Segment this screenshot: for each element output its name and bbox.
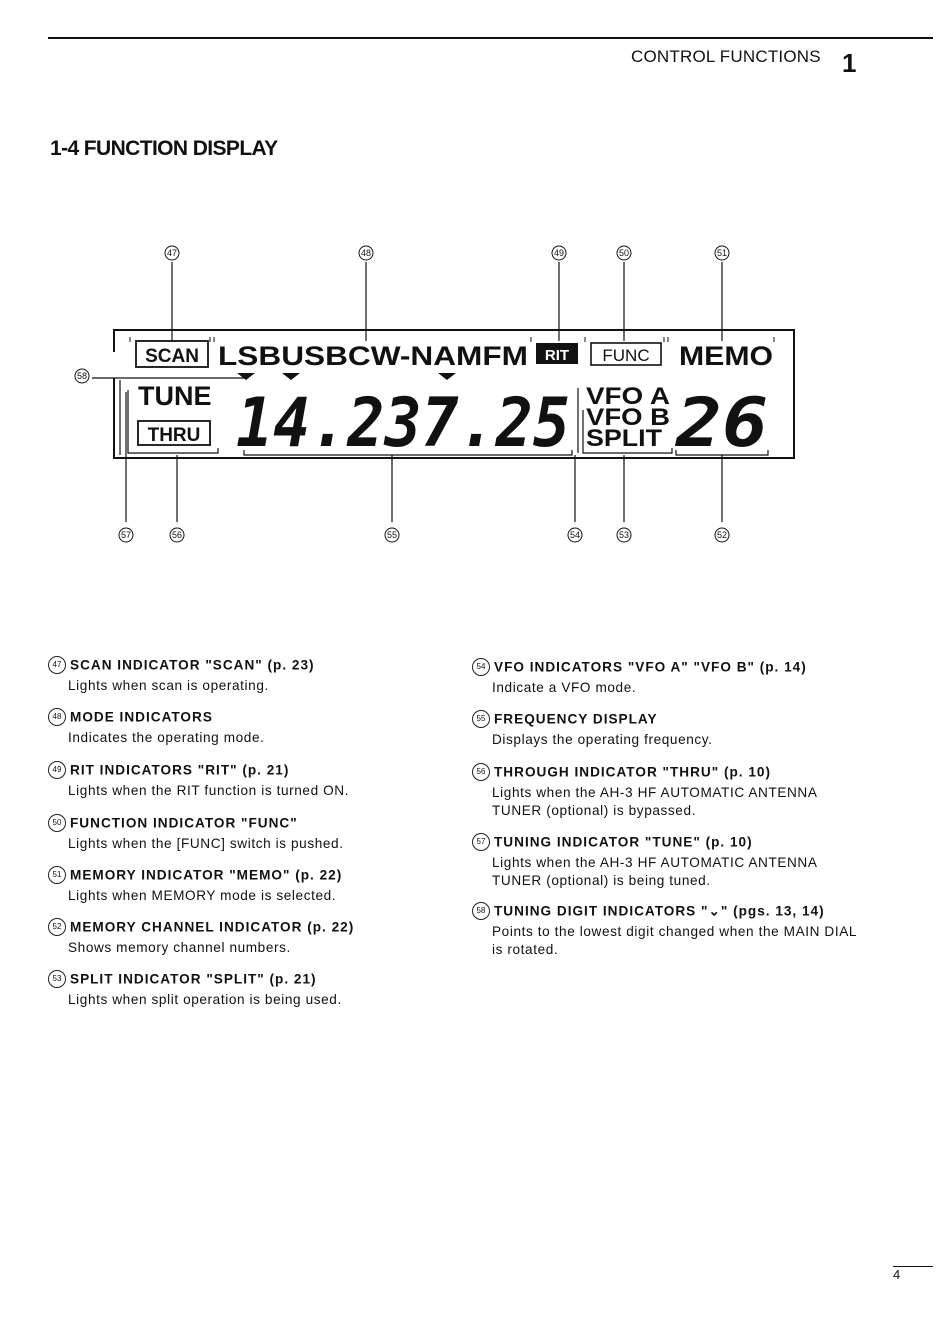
func-indicator: FUNC [602,346,650,365]
item-number: 53 [48,970,66,988]
item-description: Displays the operating frequency. [492,732,713,747]
item-number: 54 [472,658,490,676]
page-number: 4 [893,1267,901,1282]
mode-indicators: LSBUSBCW-NAMFM [218,341,528,371]
callout-48: 48 [360,248,372,258]
item-description: Indicates the operating mode. [68,730,265,745]
item-title: MEMORY CHANNEL INDICATOR (p. 22) [70,919,355,935]
item-title: MODE INDICATORS [70,709,213,725]
item-title: RIT INDICATORS "RIT" (p. 21) [70,762,290,778]
item-title: SPLIT INDICATOR "SPLIT" (p. 21) [70,971,317,987]
item-title: MEMORY INDICATOR "MEMO" (p. 22) [70,867,343,883]
item-53 [48,971,342,1009]
item-title: SCAN INDICATOR "SCAN" (p. 23) [70,657,315,673]
item-description: Shows memory channel numbers. [68,940,291,955]
callout-57: 57 [120,530,132,540]
item-number: 52 [48,918,66,936]
item-number: 49 [48,761,66,779]
callout-58: 58 [76,371,88,381]
item-47 [48,657,315,695]
item-title: TUNING INDICATOR "TUNE" (p. 10) [494,834,753,850]
split-indicator: SPLIT [586,425,663,452]
item-number: 51 [48,866,66,884]
item-title: TUNING DIGIT INDICATORS "⌄" (pgs. 13, 14) [494,903,825,919]
item-description: Lights when the AH-3 HF AUTOMATIC ANTENNA TUNER (optional) is being tuned. [492,855,817,888]
item-52 [48,919,354,957]
item-description: Indicate a VFO mode. [492,680,637,695]
callout-55: 55 [386,530,398,540]
callout-47: 47 [166,248,178,258]
callout-54: 54 [569,530,581,540]
callout-49: 49 [553,248,565,258]
callout-50: 50 [618,248,630,258]
item-57 [472,834,862,890]
item-number: 50 [48,814,66,832]
tune-indicator: TUNE [138,381,212,411]
chapter-number: 1 [842,48,857,78]
item-number: 55 [472,710,490,728]
item-48 [48,709,265,747]
section-title: 1-4 FUNCTION DISPLAY [50,137,278,160]
item-50 [48,815,344,853]
item-58 [472,903,862,959]
item-description: Lights when MEMORY mode is selected. [68,888,337,903]
memo-indicator: MEMO [679,341,773,371]
item-title: FREQUENCY DISPLAY [494,711,658,727]
item-number: 48 [48,708,66,726]
item-description: Lights when the RIT function is turned ON. [68,783,350,798]
callout-53: 53 [618,530,630,540]
item-number: 57 [472,833,490,851]
frequency-display: 14.237.25 [236,384,570,463]
item-number: 47 [48,656,66,674]
item-title: FUNCTION INDICATOR "FUNC" [70,815,298,831]
item-56 [472,764,862,820]
memory-channel-display: 26 [674,384,768,463]
item-title: VFO INDICATORS "VFO A" "VFO B" (p. 14) [494,659,807,675]
item-number: 56 [472,763,490,781]
item-55 [472,711,872,749]
item-54 [472,659,872,697]
item-description: Lights when the AH-3 HF AUTOMATIC ANTENNA TUNER (optional) is bypassed. [492,785,817,818]
item-description: Lights when split operation is being used. [68,992,342,1007]
rit-indicator: RIT [544,347,570,364]
callout-52: 52 [716,530,728,540]
item-title: THROUGH INDICATOR "THRU" (p. 10) [494,764,771,780]
item-description: Lights when the [FUNC] switch is pushed. [68,836,344,851]
section-header: CONTROL FUNCTIONS [631,47,821,66]
item-number: 58 [472,902,490,920]
item-description: Points to the lowest digit changed when the MAIN DIAL is rotated. [492,924,857,957]
callout-51: 51 [716,248,728,258]
item-51 [48,867,342,905]
callout-56: 56 [171,530,183,540]
vfo-a-indicator: VFO A [586,383,670,410]
vfo-b-indicator: VFO B [586,404,670,431]
item-49 [48,762,349,800]
item-description: Lights when scan is operating. [68,678,269,693]
scan-indicator: SCAN [145,346,199,367]
thru-indicator: THRU [147,425,201,446]
